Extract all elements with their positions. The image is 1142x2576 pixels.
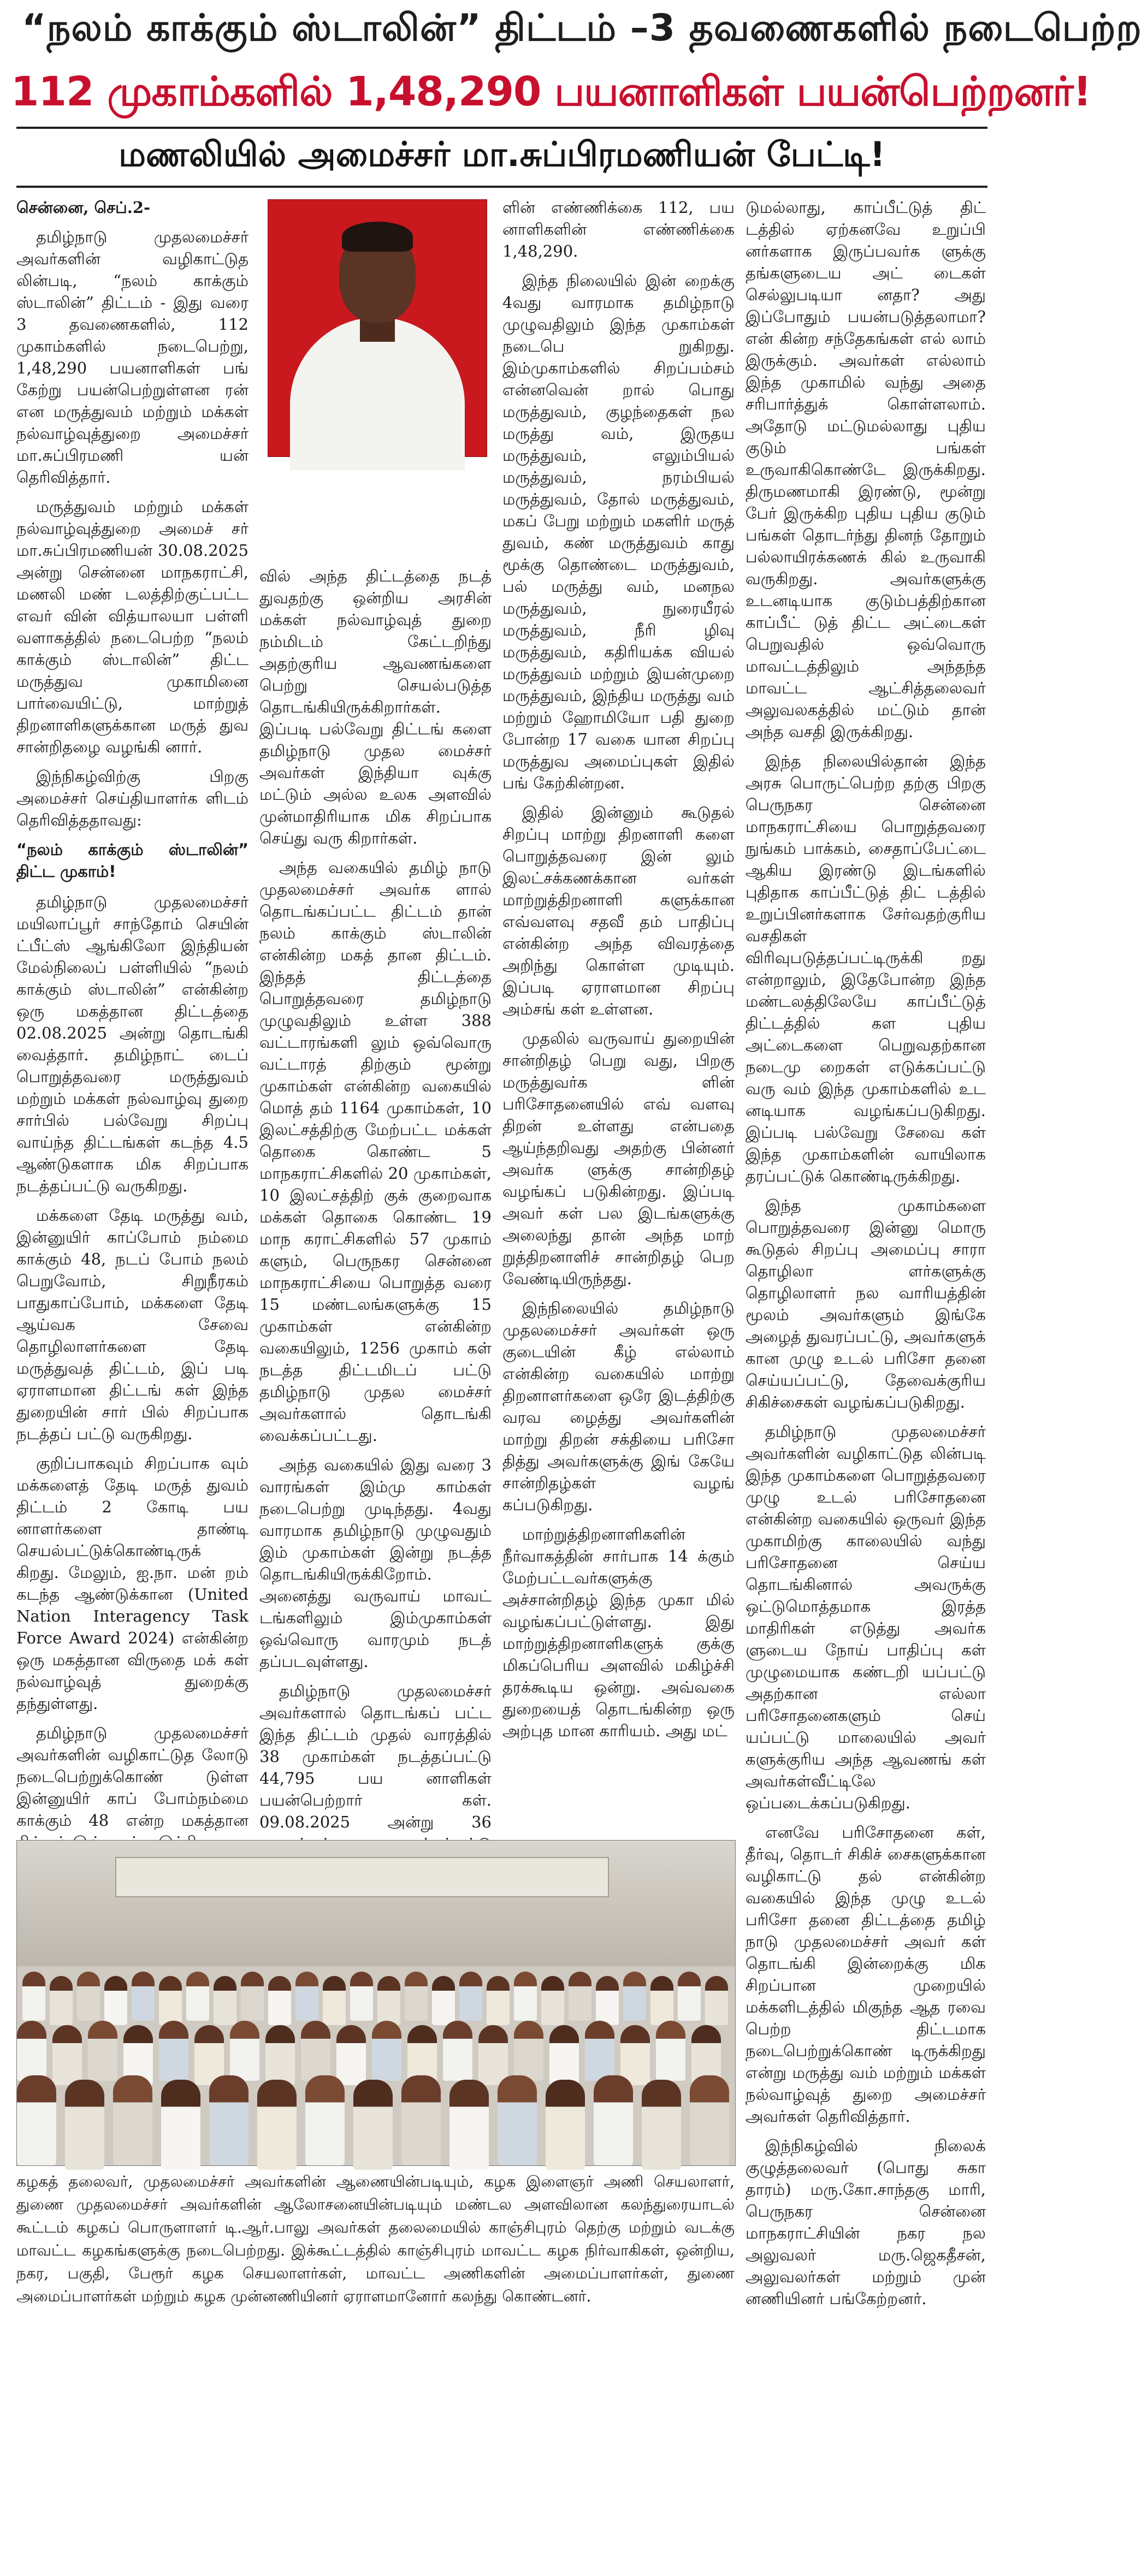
divider-rule [16,127,987,129]
photo-attendee-figure [77,1972,100,2021]
photo-attendee-figure [257,2080,297,2170]
paragraph: இந்த முகாம்களை பொறுத்தவரை இன்னு மொரு கூடுதல் சிறப்பு அமைப்பு சாரா தொழிலா ளர்களுக்கு தொழிலாளர் நல வாரியத்தின் மூலம் அவர்களும் இங்கே அழைத் துவரப்பட்டு, அவர்களுக் கான முழு உடல் பரிசோ தனை செய்யப்பட்டு, தேவைக்குரிய சிகிச்சைகள் வழங்கப்படுகிறது. [745,1196,986,1411]
photo-attendee-figure [230,2021,259,2081]
paragraph: தமிழ்நாடு முதலமைச்சர் அவர்களால் தொடங்கப் பட்ட இந்த திட்டம் முதல் வாரத்தில் 38 முகாம்கள் நடத்தப்பட்டு 44,795 பய னாளிகள் பயன்பெற்றார் கள். 09.08.2025 அன்று 36 [259,1682,492,1831]
photo-attendee-figure [705,1976,728,2025]
photo-stage-banner [115,1857,609,1897]
photo-attendee-figure [353,2080,393,2170]
photo-attendee-figure [690,2075,729,2165]
paragraph: டுமல்லாது, காப்பீட்டுத் திட் டத்தில் ஏற்கனவே உறுப்பி னர்களாக இருப்பவர்க ளுக்கு தங்களுடைய அட் டைகள் செல்லுபடியா னதா? அது இப்போதும் பயன்படுத்தலாமா? என் கின்ற சந்தேகங்கள் எல் லாம் இருக்கும். அவர்கள் எல்லாம் இந்த முகாமில் வந்து அதை சரிபார்த்துக் கொள்ளலாம். அதோடு மட்டுமல்லாது புதிய குடும் பங்கள் உருவாகிகொண்டே இருக்கிறது. திருமணமாகி இரண்டு, மூன்று பேர் இருக்கிற புதிய புதிய குடும் பங்கள் தொடர்ந்து தினந் தோறும் பல்லாயிரக்கணக் கில் உருவாகி வருகிறது. அவர்களுக்கு உடனடியாக குடும்பத்திற்கான காப்பீட் டுத் திட்ட அட்டைகள் பெறுவதில் ஒவ்வொரு மாவட்டத்திலும் அந்தந்த மாவட்ட ஆட்சித்தலைவர் அலுவலகத்தில் மட்டும் தான் அந்த வசதி இருக்கிறது. [745,198,986,741]
paragraph: மாற்றுத்திறனாளிகளின் நீர்வாகத்தின் சார்பாக 14 க்கும் மேற்பட்டவர்களுக்கு அச்சான்றிதழ் இந்த முகா மில் வழங்கப்பட்டுள்ளது. இது மாற்றுத்திறனாளிகளுக் குக்கு மிகப்பெரிய அளவில் மகிழ்ச்சி தரக்கூடிய ஒன்று. அவ்வகை துறையைத் தொடங்கின்ற ஒரு அற்புத மான காரியம். அது மட் [502,1525,735,1740]
photo-attendee-figure [350,1972,373,2021]
photo-attendee-figure [17,2075,56,2165]
photo-attendee-figure [401,2075,441,2165]
article-column-1 [16,197,248,1835]
article-column-2 [259,565,492,1835]
photo-attendee-figure [88,2021,117,2081]
photo-attendee-figure [323,1976,346,2025]
photo-attendee-figure [487,1976,510,2025]
section-subheading: “நலம் காக்கும் ஸ்டாலின்” திட்ட முகாம்! [16,840,248,881]
photo-attendee-figure [405,1972,428,2021]
photo-attendee-figure [656,2021,685,2081]
headline: 112 முகாம்களில் 1,48,290 பயனாளிகள் பயன்பெற்றனர்! [11,68,1091,115]
paragraph: இந்த நிலையில் இன் றைக்கு 4வது வாரமாக தமிழ்நாடு முழுவதிலும் இந்த முகாம்கள் நடைபெ றுகிறது. இம்முகாம்களில் சிறப்பம்சம் என்னவென் றால் பொது மருத்துவம், குழந்தைகள் நல மருத்து வம், இருதய மருத்துவம், எலும்பியல் மருத்துவம், நரம்பியல் மருத்துவம், தோல் மருத்துவம், மகப் பேறு மற்றும் மகளிர் மருத் துவம், கண் மருத்துவம் காது மூக்கு தொண்டை மருத்துவம், பல் மருத்து வம், மனநல மருத்துவம், நுரையீரல் மருத்துவம், நீரி ழிவு மருத்துவம், கதிரியக்க வியல் மருத்துவம் மற்றும் இயன்முறை மருத்துவம், இந்திய மருத்து வம் மற்றும் ஹோமியோ பதி துறை போன்ற 17 வகை யான சிறப்பு மருத்துவ அமைப்புகள் இதில் பங் கேற்கின்றன. [502,271,735,792]
photo-attendee-figure [594,2075,633,2165]
paragraph: இந்நிகழ்விற்கு பிறகு அமைச்சர் செய்தியாளர்க ளிடம் தெரிவித்ததாவது: [16,767,248,829]
photo-attendee-figure [569,1972,591,2021]
photo-attendee-figure [432,1976,455,2025]
photo-attendee-figure [585,2021,614,2081]
paragraph: எனவே பரிசோதனை கள், தீர்வு, தொடர் சிகிச் சைகளுக்கான வழிகாட்டு தல் என்கின்ற வகையில் இந்த முழு உடல் பரிசோ தனை திட்டத்தை தமிழ் நாடு முதலமைச்சர் அவர் கள் தொடங்கி இன்றைக்கு மிக சிறப்பான முறையில் மக்களிடத்தில் மிகுந்த ஆத ரவை பெற்ற திட்டமாக நடைபெற்றுக்கொண் டிருக்கிறது என்று மருத்து வம் மற்றும் மக்கள் நல்வாழ்வுத் துறை அமைச்சர் அவர்கள் தெரிவித்தார். [745,1823,986,2126]
photo-caption: கழகத் தலைவர், முதலமைச்சர் அவர்களின் ஆணையின்படியும், கழக இளைஞர் அணி செயலாளர், துணை முதலமைச்சர் அவர்களின் ஆலோசனையின்படியும் மண்டல அளவிலான கலந்துரையாடல் கூட்டம் கழகப் பொருளாளர் டி.ஆர்.பாலு அவர்கள் தலைமையில் காஞ்சிபுரம் தெற்கு மற்றும் வடக்கு மாவட்ட கழகங்களுக்கு நடைபெற்றது. இக்கூட்டத்தில் காஞ்சிபுரம் மாவட்ட கழக நிர்வாகிகள், ஒன்றிய, நகர, பகுதி, பேரூர் கழக செயலாளர்கள், மாவட்ட அணிகளின் அமைப்பாளர்கள், துணை அமைப்பாளர்கள் மற்றும் கழக முன்னணியினர் ஏராளமானோர் கலந்து கொண்டனர். [16,2173,735,2305]
divider-rule [16,186,987,188]
photo-attendee-figure [541,1976,564,2025]
photo-attendee-figure [642,2080,681,2170]
meeting-event-photo [16,1840,736,2166]
paragraph: இந்த நிலையில்தான் இந்த அரசு பொருட்பெற்ற தற்கு பிறகு பெருநகர சென்னை மாநகராட்சியை பொறுத்தவரை நுங்கம் பாக்கம், சைதாப்பேட்டை ஆகிய இரண்டு இடங்களில் புதிதாக காப்பீட்டுத் திட் டத்தில் உறுப்பினர்களாக சேர்வதற்குரிய வசதிகள் விரிவுபடுத்தப்பட்டிருக்கி றது என்றாலும், இதேபோன்ற இந்த மண்டலத்திலேயே காப்பீட்டுத் திட்டத்தில் கள புதிய அட்டைகளை பெறுவதற்கான நடைமு றைகள் எடுக்கப்பட்டு வரு வம் இந்த முகாம்களில் உட னடியாக வழங்கப்படுகிறது. இப்படி பல்வேறு சேவை கள் இந்த முகாம்களின் வாயிலாக தரப்பட்டுக் கொண்டிருக்கிறது. [745,752,986,1185]
photo-attendee-figure [186,1972,209,2021]
paragraph: மருத்துவம் மற்றும் மக்கள் நல்வாழ்வுத்துறை அமைச் சர் மா.சுப்பிரமணியன் 30.08.2025 அன்று சென்னை மாநகராட்சி, மணலி மண் டலத்திற்குட்பட்ட எவர் வின் வித்யாலயா பள்ளி வளாகத்தில் நடைபெற்ற “நலம் காக்கும் ஸ்டாலின்” திட்ட மருத்துவ முகாமினை பார்வையிட்டு, மாற்றுத் திறனாளிகளுக்கான மருத் துவ சான்றிதழை வழங்கி னார். [16,497,248,756]
kicker-line: “நலம் காக்கும் ஸ்டாலின்” திட்டம் –3 தவணைகளில் நடைபெற்ற [22,7,1142,50]
photo-attendee-figure [159,1976,182,2025]
photo-attendee-figure [459,1972,482,2021]
photo-attendee-figure [104,1976,127,2025]
paragraph: தமிழ்நாடு முதலமைச்சர் அவர்களின் வழிகாட்டுத லின்படி, “நலம் காக்கும் ஸ்டாலின்” திட்டம் - இது வரை 3 தவணைகளில், 112 முகாம்களில் நடைபெற்று, 1,48,290 பயனாளிகள் பங் கேற்று பயன்பெற்றுள்ளன ரன் என மருத்துவம் மற்றும் மக்கள் நல்வாழ்வுத்துறை அமைச்சர் மா.சுப்பிரமணி யன் தெரிவித்தார். [16,228,248,486]
paragraph: தமிழ்நாடு முதலமைச்சர் அவர்களின் வழிகாட்டுத லோடு நடைபெற்றுக்கொண் டுள்ள இன்னுயிர் காப் போம்நம்மை காக்கும் 48 என்ற மகத்தான [16,1724,248,1830]
photo-attendee-figure [596,1976,619,2025]
paragraph: ளின் எண்ணிக்கை 112, பய னாளிகளின் எண்ணிக்கை 1,48,290. [502,198,735,260]
photo-attendee-figure [498,2075,537,2165]
subheadline: மணலியில் அமைச்சர் மா.சுப்பிரமணியன் பேட்டி! [119,134,885,174]
photo-attendee-figure [268,1976,291,2025]
photo-attendee-figure [295,1972,318,2021]
photo-attendee-figure [17,2021,46,2081]
paragraph: முதலில் வருவாய் துறையின் சான்றிதழ் பெறு வது, பிறகு மருத்துவர்க ளின் பரிசோதனையில் எவ் வளவு திறன் உள்ளது என்பதை ஆய்ந்தறிவது அதற்கு பின்னர் அவர்க ளுக்கு சான்றிதழ் வழங்கப் படுகின்றது. இப்படி அவர் கள் பல இடங்களுக்கு அலைந்து தான் அந்த மாற் றுத்திறனாளிச் சான்றிதழ் பெற வேண்டியிருந்தது. [502,1029,735,1288]
paragraph: தமிழ்நாடு முதலமைச்சர் அவர்களின் வழிகாட்டுத லின்படி இந்த முகாம்களை பொறுத்தவரை முழு உடல் பரிசோதனை என்கின்ற வகையில் ஒருவர் இந்த முகாமிற்கு காலையில் வந்து பரிசோதனை செய்ய தொடங்கினால் அவருக்கு ஒட்டுமொத்தமாக இரத்த மாதிரிகள் எடுத்து அவர்க ளுடைய நோய் பாதிப்பு கள் முழுமையாக கண்டறி யப்பட்டு அதற்கான எல்லா பரிசோதனைகளும் செய் யப்பட்டு மாலையில் அவர் களுக்குரிய அந்த ஆவணங் கள் அவர்கள்வீட்டிலே ஒப்படைக்கப்படுகிறது. [745,1422,986,1812]
minister-portrait-photo [268,199,487,457]
photo-attendee-figure [301,2021,330,2081]
photo-attendee-figure [50,1976,73,2025]
photo-attendee-figure [650,1976,673,2025]
photo-attendee-figure [372,2021,401,2081]
article-column-3 [502,197,735,1835]
paragraph: இதில் இன்னும் கூடுதல் சிறப்பு மாற்று திறனாளி களை பொறுத்தவரை இன் லும் இலட்சக்கணக்கான வர்கள் மாற்றுத்திறனாளி களுக்கான எவ்வளவு சதவீ தம் பாதிப்பு என்கின்ற அந்த விவரத்தை அறிந்து கொள்ள முடியும். இப்படி ஏராளமான சிறப்பு அம்சங் கள் உள்ளன. [502,803,735,1018]
photo-attendee-figure [132,1972,155,2021]
photo-attendee-figure [678,1972,701,2021]
photo-attendee-figure [214,1976,236,2025]
portrait-hair-shape [342,222,413,252]
paragraph: மக்களை தேடி மருத்து வம், இன்னுயிர் காப்போம் நம்மை காக்கும் 48, நடப் போம் நலம் பெறுவோம், சிறுநீரகம் பாதுகாப்போம், மக்களை தேடி ஆய்வக சேவை தொழிலாளர்களை தேடி மருத்துவத் திட்டம், இப் படி ஏராளமான திட்டங் கள் இந்த துறையின் சார் பில் சிறப்பாக நடத்தப் பட்டு வருகிறது. [16,1206,248,1443]
photo-attendee-figure [449,2080,489,2170]
photo-attendee-figure [241,1972,264,2021]
paragraph: இந்நிகழ்வில் நிலைக் குழுத்தலைவர் (பொது சுகா தாரம்) மரு.கோ.சாந்தகு மாரி, பெருநகர சென்னை மாநகராட்சியின் நகர நல அலுவலர் மரு.ஜெகதீசன், அலுவலர்கள் மற்றும் முன் னணியினர் பங்கேற்றனர். [745,2136,986,2308]
photo-attendee-figure [113,2075,152,2165]
photo-audience-row-front [17,2075,735,2168]
photo-attendee-figure [22,1972,45,2021]
paragraph: தமிழ்நாடு முதலமைச்சர் மயிலாப்பூர் சாந்தோம் செயின் ட்பீட்ஸ் ஆங்கிலோ இந்தியன் மேல்நிலைப் பள்ளியில் “நலம் காக்கும் ஸ்டாலின்” என்கின்ற ஒரு மகத்தான திட்டத்தை 02.08.2025 அன்று தொடங்கி வைத்தார். தமிழ்நாட் டைப் பொறுத்தவரை மருத்துவம் மற்றும் மக்கள் நல்வாழ்வு துறை சார்பில் பல்வேறு சிறப்பு வாய்ந்த திட்டங்கள் கடந்த 4.5 ஆண்டுகளாக மிக சிறப்பாக நடத்தப்பட்டு வருகிறது. [16,893,248,1195]
photo-attendee-figure [443,2021,472,2081]
photo-attendee-figure [159,2021,188,2081]
article-column-4 [745,197,986,2561]
photo-attendee-figure [305,2075,345,2165]
paragraph: இந்நிலையில் தமிழ்நாடு முதலமைச்சர் அவர்கள் ஒரு குடையின் கீழ் எல்லாம் என்கின்ற வகையில் மாற்று திறனாளர்களை ஒரே இடத்திற்கு வரவ ழைத்து அவர்களின் மாற்று திறன் சக்தியை பரிசோ தித்து அவர்களுக்கு இங் கேயே சான்றிதழ்கள் வழங் கப்படுகிறது. [502,1299,735,1514]
photo-attendee-figure [514,1972,537,2021]
photo-attendee-figure [65,2080,104,2170]
paragraph: வில் அந்த திட்டத்தை நடத் துவதற்கு ஒன்றிய அரசின் மக்கள் நல்வாழ்வுத் துறை நம்மிடம் கேட்டறிந்து அதற்குரிய ஆவணங்களை பெற்று செயல்படுத்த தொடங்கியிருக்கிறார்கள். இப்படி பல்வேறு திட்டங் களை தமிழ்நாடு முதல மைச்சர் அவர்கள் இந்தியா வுக்கு மட்டும் அல்ல உலக அளவில் முன்மாதிரியாக மிக சிறப்பாக செய்து வரு கிறார்கள். [259,567,492,847]
photo-attendee-figure [377,1976,400,2025]
photo-attendee-figure [161,2080,200,2170]
photo-attendee-figure [546,2080,585,2170]
dateline: சென்னை, செப்.2- [16,198,151,217]
photo-attendee-figure [623,1972,646,2021]
photo-attendee-figure [514,2021,543,2081]
paragraph: அந்த வகையில் தமிழ் நாடு முதலமைச்சர் அவர்க ளால் தொடங்கப்பட்ட திட்டம் தான் நலம் காக்கும் ஸ்டாலின் என்கின்ற மகத் தான திட்டம். இந்தத் திட்டத்தை பொறுத்தவரை தமிழ்நாடு முழுவதிலும் உள்ள 388 வட்டாரங்களி லும் ஒவ்வொரு வட்டாரத் திற்கும் மூன்று முகாம்கள் என்கின்ற வகையில் மொத் தம் 1164 முகாம்கள், 10 இலட்சத்திற்கு மேற்பட்ட மக்கள் தொகை கொண்ட 5 மாநகராட்சிகளில் 20 முகாம்கள், 10 இலட்சத்திற் குக் குறைவாக மக்கள் தொகை கொண்ட 19 மாந கராட்சிகளில் 57 முகாம் களும், பெருநகர சென்னை மாநகராட்சியை பொறுத்த வரை 15 மண்டலங்களுக்கு 15 முகாம்கள் என்கின்ற வகையிலும், 1256 முகாம் கள் நடத்த திட்டமிடப் பட்டு தமிழ்நாடு முதல மைச்சர் அவர்களால் தொடங்கி வைக்கப்பட்டது. [259,858,492,1445]
paragraph: அந்த வகையில் இது வரை 3 வாரங்கள் இம்மு காம்கள் நடைபெற்று முடிந்தது. 4வது வாரமாக தமிழ்நாடு முழுவதும் இம் முகாம்கள் இன்று நடத்த தொடங்கியிருக்கிறோம். அனைத்து வருவாய் மாவட் டங்களிலும் இம்முகாம்கள் ஒவ்வொரு வாரமும் நடத் தப்படவுள்ளது. [259,1456,492,1671]
photo-attendee-figure [209,2075,248,2165]
paragraph: குறிப்பாகவும் சிறப்பாக வும் மக்களைத் தேடி மருத் துவம் திட்டம் 2 கோடி பய னாளர்களை தாண்டி செயல்பட்டுக்கொண்டிருக் கிறது. மேலும், ஐ.நா. மன் றம் கடந்த ஆண்டுக்கான (United Nation Interagency Task Force Award 2024) என்கின்ற ஒரு மகத்தான விருதை மக் கள் நல்வாழ்வுத் துறைக்கு தந்துள்ளது. [16,1454,248,1713]
